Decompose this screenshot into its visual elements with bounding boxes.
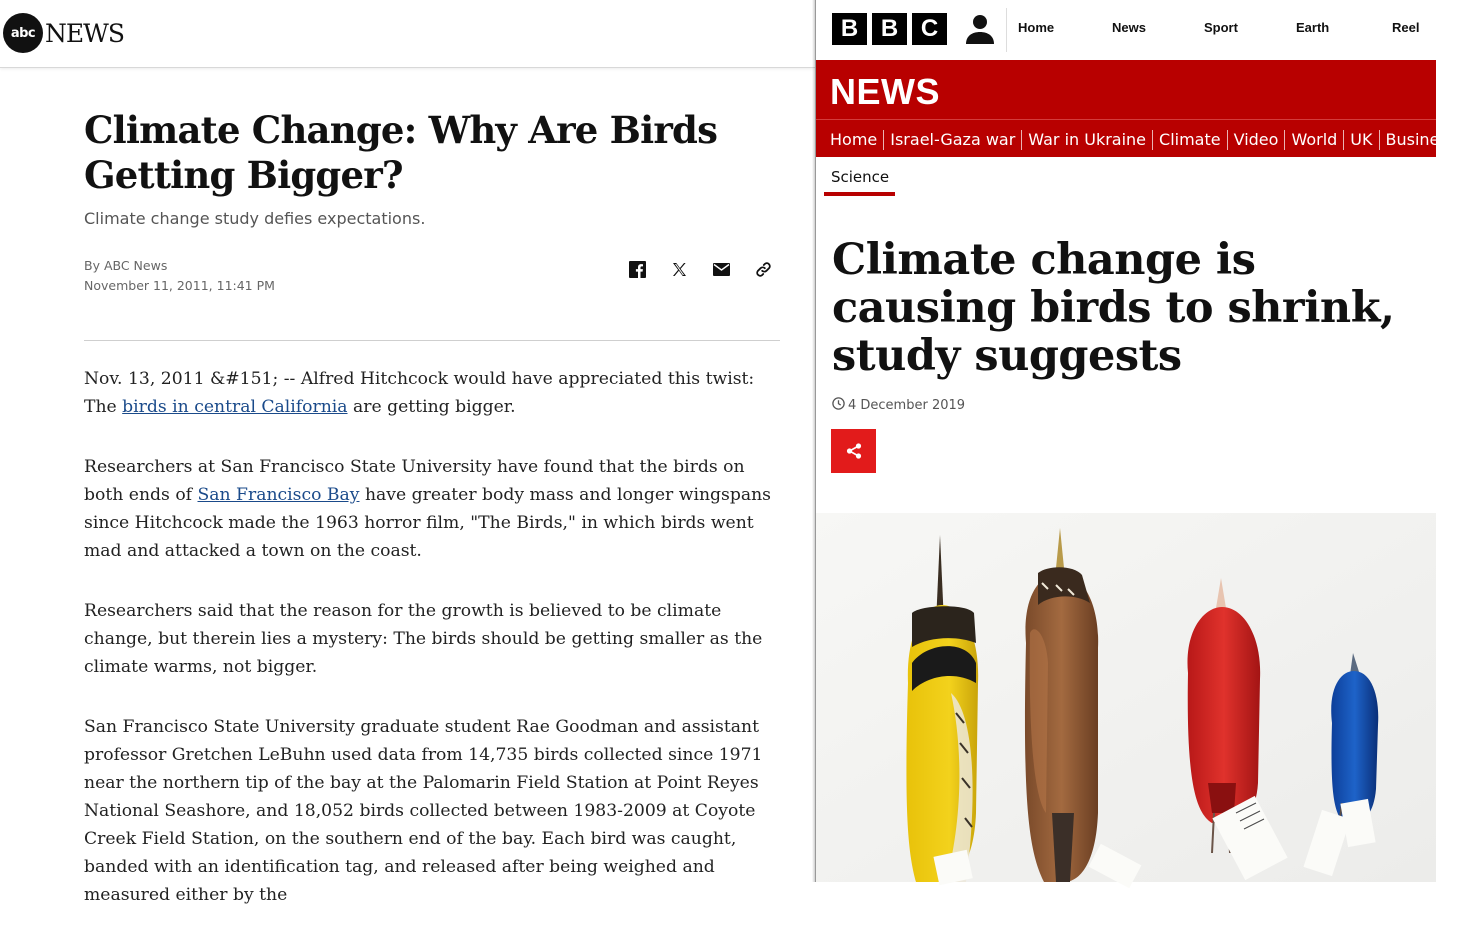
paragraph: Researchers said that the reason for the growth is believed to be climate change, but therein lies a mystery: The birds should be getting smaller as the climate warms, not bigger. [84, 597, 774, 681]
section-science[interactable]: Science [831, 168, 889, 186]
share-toolbar [628, 260, 772, 278]
share-button[interactable] [831, 429, 876, 473]
article-image-birds [816, 513, 1436, 882]
paragraph-text: Nov. 13, 2011 &#151; -- Alfred Hitchcock would have appreciated this twist: The [84, 369, 754, 417]
link-icon[interactable] [754, 260, 772, 278]
bbc-top-bar [816, 0, 1436, 60]
x-icon[interactable] [670, 260, 688, 278]
facebook-icon[interactable] [628, 260, 646, 278]
paragraph-text: have greater body mass and longer wingspans since Hitchcock made the 1963 horror film, "The Birds," in which birds went mad and attacked a town on the coast. [84, 485, 771, 561]
top-nav-home[interactable]: Home [1018, 20, 1054, 35]
sub-nav-business[interactable]: Business [1379, 130, 1462, 150]
link-san-francisco-bay[interactable]: San Francisco Bay [198, 485, 360, 505]
bbc-sub-nav [830, 130, 1462, 150]
sub-nav-climate[interactable]: Climate [1152, 130, 1227, 150]
article-title: Climate Change: Why Are Birds Getting Bigger? [84, 108, 784, 198]
paragraph-text: Researchers at San Francisco State University have found that the birds on both ends of [84, 457, 745, 505]
top-nav-sport[interactable]: Sport [1204, 20, 1238, 35]
paragraph [84, 365, 774, 421]
sub-nav-uk[interactable]: UK [1343, 130, 1378, 150]
divider [816, 119, 1436, 120]
sub-nav-home[interactable]: Home [830, 130, 883, 150]
author: By ABC News [84, 256, 275, 276]
divider [1006, 8, 1007, 52]
section-title[interactable]: NEWS [830, 71, 940, 113]
article-date [832, 397, 965, 414]
abc-news-logo[interactable] [3, 13, 124, 53]
paragraph [84, 453, 774, 565]
date-text: 4 December 2019 [848, 398, 965, 413]
top-nav-earth[interactable]: Earth [1296, 20, 1329, 35]
bbc-news-page [815, 0, 1435, 882]
paragraph-text: are getting bigger. [348, 397, 516, 417]
publish-date: November 11, 2011, 11:41 PM [84, 276, 275, 296]
link-birds-central-california[interactable]: birds in central California [122, 397, 347, 417]
bbc-logo-block: B [832, 13, 867, 45]
article-byline [84, 256, 275, 296]
active-section-indicator [824, 192, 895, 196]
top-nav-news[interactable]: News [1112, 20, 1146, 35]
article-subtitle: Climate change study defies expectations. [84, 209, 425, 228]
article-body [84, 365, 774, 941]
sub-nav-israel-gaza-war[interactable]: Israel-Gaza war [883, 130, 1021, 150]
bbc-logo[interactable] [832, 13, 947, 45]
top-nav-reel[interactable]: Reel [1392, 20, 1419, 35]
sub-nav-world[interactable]: World [1284, 130, 1343, 150]
paragraph: San Francisco State University graduate student Rae Goodman and assistant professor Gretchen LeBuhn used data from 14,735 birds collected since 1971 near the northern tip of the bay at the Palomarin Field Station at Point Reyes National Seashore, and 18,052 birds collected between 1983-2009 at Coyote Creek Field Station, on the southern end of the bay. Each bird was caught, banded with an identification tag, and released after being weighed and measured either by the [84, 713, 774, 909]
article-headline: Climate change is causing birds to shrink, study suggests [832, 236, 1422, 380]
bbc-logo-block: B [872, 13, 907, 45]
sub-nav-war-in-ukraine[interactable]: War in Ukraine [1021, 130, 1152, 150]
abc-logo-word: NEWS [45, 19, 124, 48]
bbc-logo-block: C [912, 13, 947, 45]
email-icon[interactable] [712, 260, 730, 278]
clock-icon [832, 397, 845, 414]
sub-nav-video[interactable]: Video [1227, 130, 1285, 150]
abc-header [0, 0, 815, 68]
divider [84, 340, 780, 341]
abc-logo-mark: abc [3, 13, 43, 53]
account-icon[interactable] [964, 13, 996, 45]
section-nav [816, 157, 1436, 197]
share-icon [845, 442, 863, 460]
